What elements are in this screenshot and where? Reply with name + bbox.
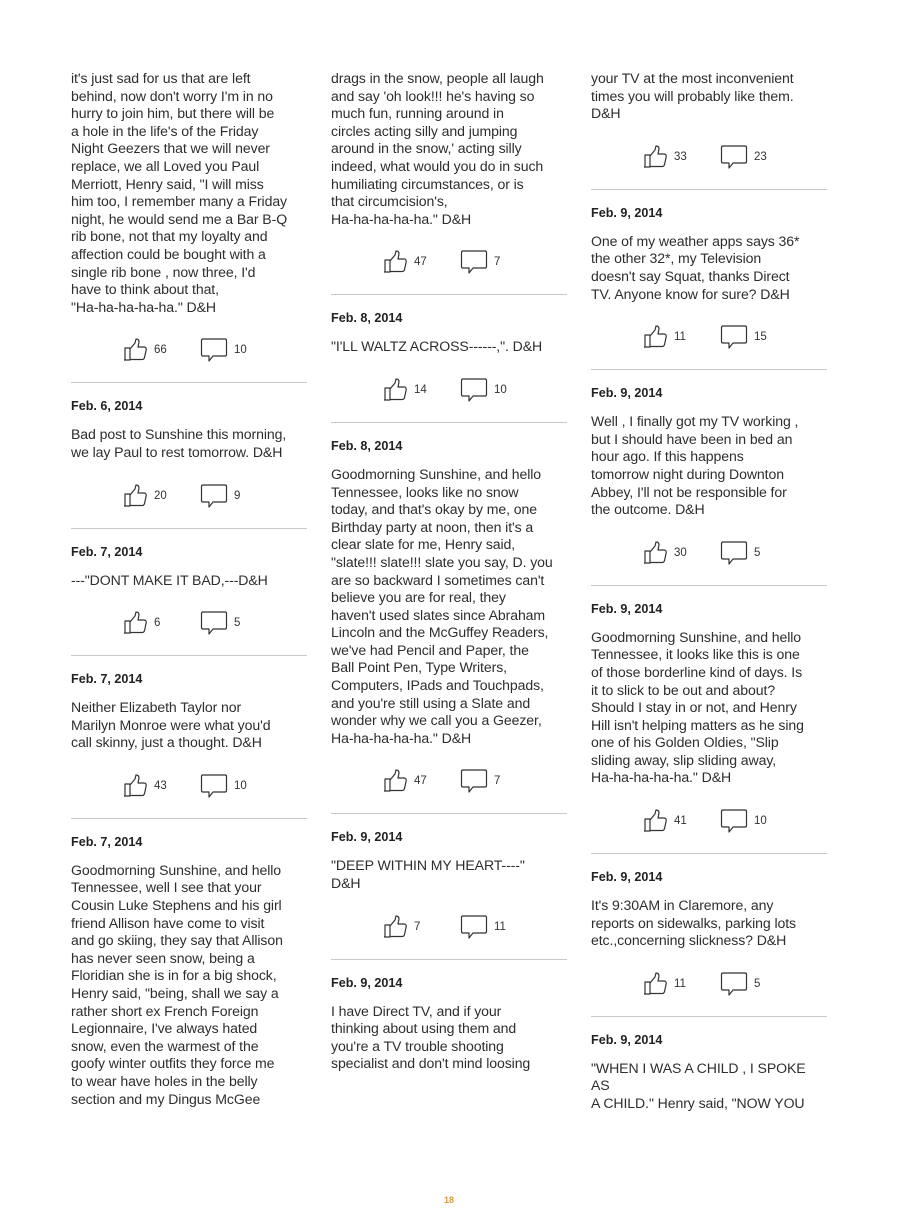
comment-button[interactable] xyxy=(200,337,256,363)
column-3 xyxy=(591,70,827,1113)
post-reactions xyxy=(71,770,307,802)
like-count: 6 xyxy=(154,617,161,630)
post-divider xyxy=(331,959,567,960)
post-text: "I'LL WALTZ ACROSS------,". D&H xyxy=(331,338,543,355)
like-count: 47 xyxy=(414,775,427,788)
comment-button[interactable] xyxy=(200,610,256,636)
post-reactions xyxy=(331,765,567,797)
comment-button[interactable] xyxy=(720,971,776,997)
post-reactions xyxy=(331,246,567,278)
comment-bubble-icon xyxy=(200,610,228,636)
post-divider xyxy=(71,655,307,656)
post-date: Feb. 8, 2014 xyxy=(331,311,403,326)
comment-button[interactable] xyxy=(720,540,776,566)
like-count: 11 xyxy=(674,331,686,344)
comment-bubble-icon xyxy=(200,773,228,799)
post-divider xyxy=(71,382,307,383)
like-count: 14 xyxy=(414,383,427,396)
comment-count: 10 xyxy=(234,779,247,792)
like-button[interactable] xyxy=(122,610,176,636)
thumbs-up-icon xyxy=(382,914,408,940)
post-divider xyxy=(591,853,827,854)
post-divider xyxy=(591,585,827,586)
post-date: Feb. 7, 2014 xyxy=(71,544,143,559)
post-reactions xyxy=(331,911,567,943)
comment-count: 7 xyxy=(494,256,501,269)
post-text: "WHEN I WAS A CHILD , I SPOKE AS A CHILD." Henry said, "NOW YOU xyxy=(591,1059,806,1112)
post-reactions xyxy=(591,537,827,569)
post-divider xyxy=(71,528,307,529)
comment-bubble-icon xyxy=(720,144,748,170)
comment-count: 10 xyxy=(234,344,247,357)
comment-bubble-icon xyxy=(460,249,488,275)
post-reactions xyxy=(591,141,827,173)
post-date: Feb. 9, 2014 xyxy=(591,870,663,885)
comment-button[interactable] xyxy=(720,144,776,170)
post-date: Feb. 9, 2014 xyxy=(331,830,403,845)
like-button[interactable] xyxy=(382,249,436,275)
comment-count: 7 xyxy=(494,775,501,788)
thumbs-up-icon xyxy=(382,249,408,275)
post-reactions xyxy=(591,805,827,837)
comment-button[interactable] xyxy=(460,914,516,940)
post-date: Feb. 8, 2014 xyxy=(331,438,403,453)
post-divider xyxy=(331,422,567,423)
post-text: your TV at the most inconvenient times you will probably like them. D&H xyxy=(591,70,794,122)
thumbs-up-icon xyxy=(642,540,668,566)
column-2 xyxy=(331,70,567,1073)
post-text: Goodmorning Sunshine, and hello Tennessee, it looks like this is one of those borderline kind of days. Is it to slick to be out and about? Should I stay in or not, and Henry Hill isn't helping matters as he sing one of his Golden Oldies, "Slip sliding away, slip sliding away, Ha-ha-ha-ha-ha." D&H xyxy=(591,628,804,786)
like-button[interactable] xyxy=(642,540,696,566)
thumbs-up-icon xyxy=(122,337,148,363)
comment-count: 23 xyxy=(754,150,767,163)
post-date: Feb. 9, 2014 xyxy=(591,1032,663,1047)
post-date: Feb. 9, 2014 xyxy=(591,386,663,401)
post-text: Goodmorning Sunshine, and hello Tennessee, well I see that your Cousin Luke Stephens and his girl friend Allison have come to visit and go skiing, they say that Allison has never seen snow, being a Floridian she is in for a big shock, Henry said, "being, shall we say a rather short ex French Foreign Legionnaire, I've always hated snow, even the warmest of the goofy winter outfits they force me to wear have holes in the belly section and my Dingus McGee xyxy=(71,861,283,1107)
post-divider xyxy=(331,294,567,295)
like-count: 66 xyxy=(154,344,167,357)
like-button[interactable] xyxy=(642,971,696,997)
thumbs-up-icon xyxy=(122,483,148,509)
post-text: ---"DONT MAKE IT BAD,---D&H xyxy=(71,571,268,588)
comment-count: 10 xyxy=(754,815,767,828)
post-text: "DEEP WITHIN MY HEART----" D&H xyxy=(331,857,525,892)
like-button[interactable] xyxy=(122,773,176,799)
comment-count: 15 xyxy=(754,331,767,344)
post-text: Neither Elizabeth Taylor nor Marilyn Monroe were what you'd call skinny, just a thought. D&H xyxy=(71,699,271,751)
comment-bubble-icon xyxy=(200,337,228,363)
post-reactions xyxy=(71,334,307,366)
thumbs-up-icon xyxy=(382,377,408,403)
post-reactions xyxy=(331,374,567,406)
post-date: Feb. 9, 2014 xyxy=(591,601,663,616)
post-text: Well , I finally got my TV working , but I should have been in bed an hour ago. If this happens tomorrow night during Downton Abbey, I'll not be responsible for the outcome. D&H xyxy=(591,413,799,518)
comment-count: 10 xyxy=(494,383,507,396)
post-date: Feb. 7, 2014 xyxy=(71,672,143,687)
like-button[interactable] xyxy=(382,768,436,794)
like-count: 20 xyxy=(154,489,167,502)
like-button[interactable] xyxy=(382,914,436,940)
post-reactions xyxy=(591,968,827,1000)
thumbs-up-icon xyxy=(642,144,668,170)
comment-bubble-icon xyxy=(460,914,488,940)
post-date: Feb. 6, 2014 xyxy=(71,399,143,414)
like-count: 47 xyxy=(414,256,427,269)
post-date: Feb. 9, 2014 xyxy=(591,205,663,220)
post-text: Goodmorning Sunshine, and hello Tennessee, looks like no snow today, and that's okay by me, one Birthday party at noon, then it's a clear slate for me, Henry said, "slate!!! slate!!! slate you say, D. you are so backward I sometimes can't believe you are for real, they haven't used slates since Abraham Lincoln and the McGuffey Readers, we've had Pencil and Paper, the Ball Point Pen, Type Writers, Computers, IPads and Touchpads, and you're still using a Slate and wonder why we call you a Geezer, Ha-ha-ha-ha-ha." D&H xyxy=(331,465,553,746)
comment-count: 11 xyxy=(494,920,506,933)
comment-button[interactable] xyxy=(460,377,516,403)
comment-button[interactable] xyxy=(200,773,256,799)
like-button[interactable] xyxy=(642,324,696,350)
comment-bubble-icon xyxy=(200,483,228,509)
post-divider xyxy=(331,813,567,814)
thumbs-up-icon xyxy=(382,768,408,794)
comment-bubble-icon xyxy=(720,971,748,997)
post-text: I have Direct TV, and if your thinking about using them and you're a TV trouble shooting specialist and don't mind loosing xyxy=(331,1002,531,1072)
like-count: 43 xyxy=(154,779,167,792)
post-text: drags in the snow, people all laugh and say 'oh look!!! he's having so much fun, running around in circles acting silly and jumping around in the snow,' acting silly indeed, what would you do in such humiliating circumstances, or is that circumcision's, Ha-ha-ha-ha-ha." D&H xyxy=(331,70,544,227)
page-number: 18 xyxy=(443,1195,454,1205)
thumbs-up-icon xyxy=(122,610,148,636)
comment-button[interactable] xyxy=(720,324,776,350)
post-text: It's 9:30AM in Claremore, any reports on sidewalks, parking lots etc.,concerning slickness? D&H xyxy=(591,897,796,949)
like-count: 7 xyxy=(414,920,421,933)
post-reactions xyxy=(71,480,307,512)
comment-count: 9 xyxy=(234,489,241,502)
like-count: 41 xyxy=(674,815,687,828)
comment-count: 5 xyxy=(754,977,761,990)
like-button[interactable] xyxy=(642,144,696,170)
post-text: it's just sad for us that are left behind, now don't worry I'm in no hurry to join him, but there will be a hole in the life's of the Friday Night Geezers that we will never replace, we all Loved you Paul Merriott, Henry said, "I will miss him too, I remember many a Friday night, he would send me a Bar B-Q rib bone, not that my loyalty and affection could be bought with a single rib bone , now three, I'd have to think about that, "Ha-ha-ha-ha-ha." D&H xyxy=(71,70,288,315)
comment-bubble-icon xyxy=(460,768,488,794)
post-divider xyxy=(71,818,307,819)
post-reactions xyxy=(591,321,827,353)
like-count: 30 xyxy=(674,546,687,559)
post-text: One of my weather apps says 36* the other 32*, my Television doesn't say Squat, thanks Direct TV. Anyone know for sure? D&H xyxy=(591,232,800,302)
comment-button[interactable] xyxy=(460,249,516,275)
post-divider xyxy=(591,1016,827,1017)
post-text: Bad post to Sunshine this morning, we lay Paul to rest tomorrow. D&H xyxy=(71,426,287,460)
comment-button[interactable] xyxy=(720,808,776,834)
comment-bubble-icon xyxy=(460,377,488,403)
post-reactions xyxy=(71,607,307,639)
comment-bubble-icon xyxy=(720,324,748,350)
post-date: Feb. 9, 2014 xyxy=(331,975,403,990)
comment-bubble-icon xyxy=(720,808,748,834)
thumbs-up-icon xyxy=(642,971,668,997)
comment-button[interactable] xyxy=(460,768,516,794)
column-1 xyxy=(71,70,307,1108)
thumbs-up-icon xyxy=(642,808,668,834)
comment-count: 5 xyxy=(234,617,241,630)
like-button[interactable] xyxy=(122,483,176,509)
like-button[interactable] xyxy=(642,808,696,834)
comment-count: 5 xyxy=(754,546,761,559)
post-divider xyxy=(591,369,827,370)
comment-button[interactable] xyxy=(200,483,256,509)
comment-bubble-icon xyxy=(720,540,748,566)
like-button[interactable] xyxy=(122,337,176,363)
thumbs-up-icon xyxy=(642,324,668,350)
post-divider xyxy=(591,189,827,190)
post-date: Feb. 7, 2014 xyxy=(71,834,143,849)
like-button[interactable] xyxy=(382,377,436,403)
like-count: 33 xyxy=(674,150,687,163)
thumbs-up-icon xyxy=(122,773,148,799)
like-count: 11 xyxy=(674,977,686,990)
